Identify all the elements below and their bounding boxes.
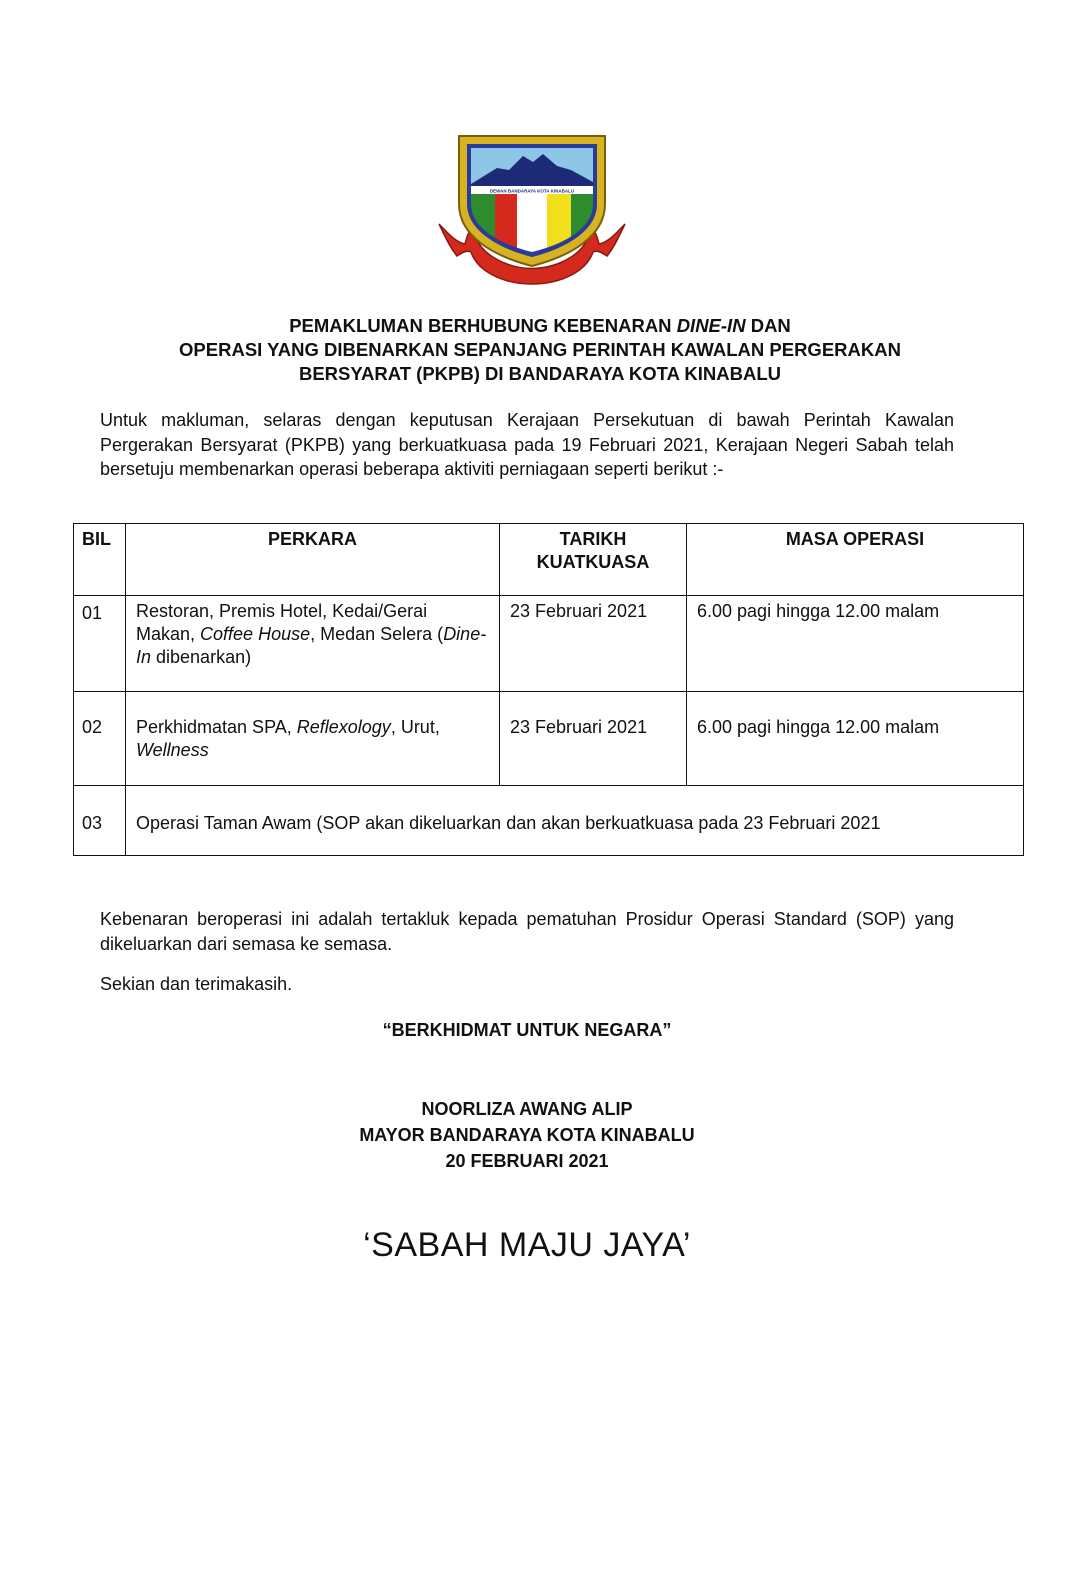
row-tarikh: 23 Februari 2021 [500,596,687,692]
row-bil: 02 [74,692,126,786]
svg-text:DEWAN BANDARAYA KOTA KINABALU: DEWAN BANDARAYA KOTA KINABALU [489,188,575,194]
closing-paragraph: Kebenaran beroperasi ini adalah tertakluk kepada pematuhan Prosidur Operasi Standard (SOP) yang dikeluarkan dari semasa ke semasa. [100,909,954,954]
table-row [74,596,1024,692]
notice-title [60,314,1020,386]
row-perkara: Operasi Taman Awam (SOP akan dikeluarkan dan akan berkuatkuasa pada 23 Februari 2021 [126,786,1024,856]
table-row [74,692,1024,786]
city-hall-crest [437,132,627,292]
thanks-line: Sekian dan terimakasih. [100,974,293,994]
table-row [74,786,1024,856]
signature-block [0,1096,1054,1174]
operations-table [73,523,1024,856]
row-tarikh: 23 Februari 2021 [500,692,687,786]
row-perkara: Perkhidmatan SPA, Reflexology, Urut, Wellness [126,692,500,786]
title-line-2: OPERASI YANG DIBENARKAN SEPANJANG PERINTAH KAWALAN PERGERAKAN [179,339,901,360]
row-bil: 01 [74,596,126,692]
header-perkara: PERKARA [126,524,500,596]
intro-paragraph: Untuk makluman, selaras dengan keputusan Kerajaan Persekutuan di bawah Perintah Kawalan Pergerakan Bersyarat (PKPB) yang berkuatkuasa pada 19 Februari 2021, Kerajaan Negeri Sabah telah bersetuju membenarkan operasi beberapa aktiviti perniagaan seperti berikut :- [100,410,954,479]
signature-date: 20 FEBRUARI 2021 [445,1151,609,1171]
table-header-row [74,524,1024,596]
header-bil: BIL [74,524,126,596]
motto: “BERKHIDMAT UNTUK NEGARA” [382,1020,672,1040]
title-line-1: PEMAKLUMAN BERHUBUNG KEBENARAN DINE-IN DAN [289,315,791,336]
signatory-position: MAYOR BANDARAYA KOTA KINABALU [359,1125,695,1145]
header-masa-operasi: MASA OPERASI [687,524,1024,596]
slogan: ‘SABAH MAJU JAYA’ [363,1226,691,1264]
header-tarikh-kuatkuasa: TARIKH KUATKUASA [500,524,687,596]
title-line-3: BERSYARAT (PKPB) DI BANDARAYA KOTA KINABALU [298,363,782,384]
row-bil: 03 [74,786,126,856]
row-masa: 6.00 pagi hingga 12.00 malam [687,692,1024,786]
signatory-name: NOORLIZA AWANG ALIP [421,1099,633,1119]
row-masa: 6.00 pagi hingga 12.00 malam [687,596,1024,692]
row-perkara: Restoran, Premis Hotel, Kedai/Gerai Makan, Coffee House, Medan Selera (Dine-In dibenarkan) [126,596,500,692]
